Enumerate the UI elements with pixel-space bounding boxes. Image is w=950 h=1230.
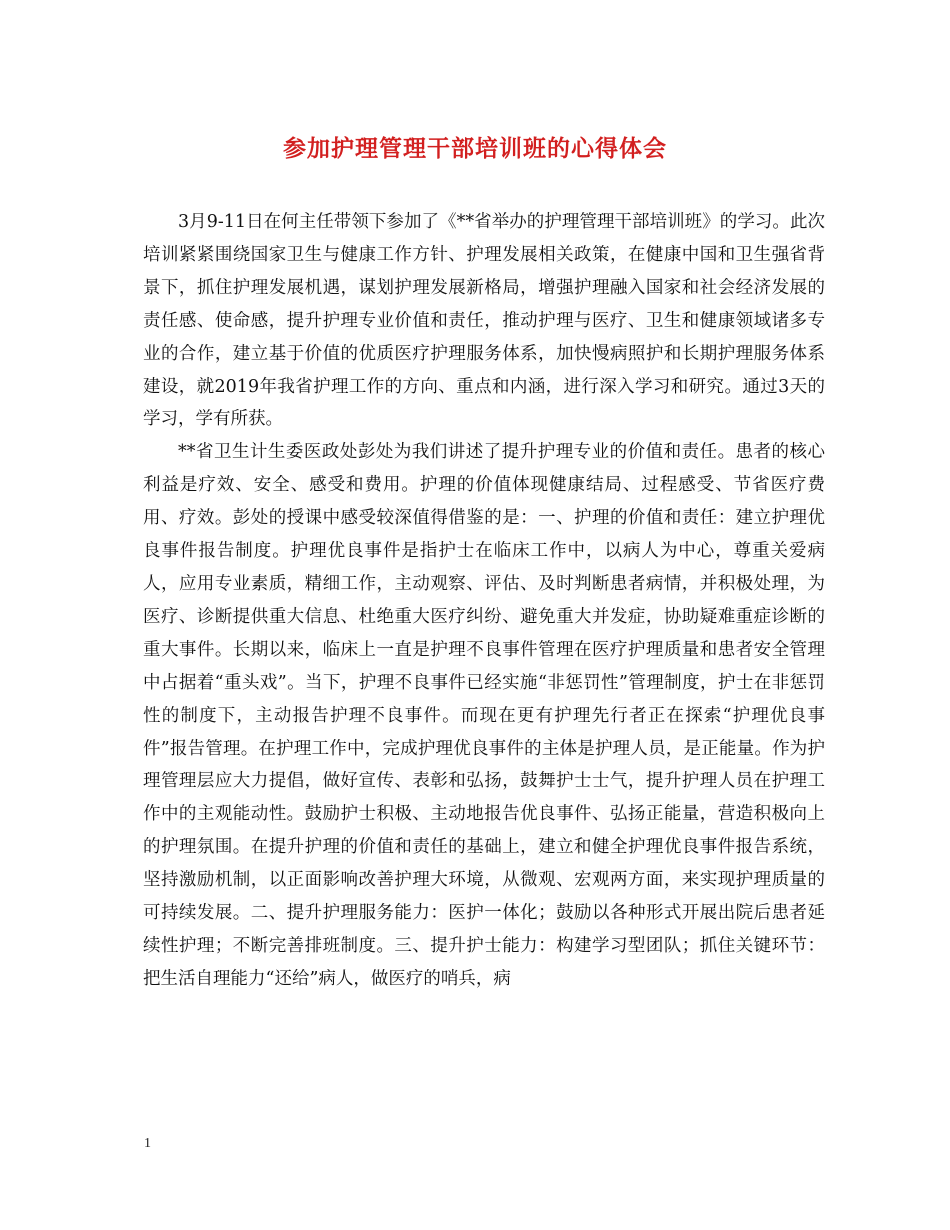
document-title: 参加护理管理干部培训班的心得体会 [283,135,667,162]
page-number: 1 [144,1136,151,1151]
paragraph-1: 3月9-11日在何主任带领下参加了《**省举办的护理管理干部培训班》的学习。此次培训紧紧围绕国家卫生与健康工作方针、护理发展相关政策，在健康中国和卫生强省背景下，抓住护理发展机遇，谋划护理发展新格局，增强护理融入国家和社会经济发展的责任感、使命感，提升护理专业价值和责任，推动护理与医疗、卫生和健康领域诸多专业的合作，建立基于价值的优质医疗护理服务体系，加快慢病照护和长期护理服务体系建设，就2019年我省护理工作的方向、重点和内涵，进行深入学习和研究。通过3天的学习，学有所获。 [143,212,825,430]
paragraph-2: **省卫生计生委医政处彭处为我们讲述了提升护理专业的价值和责任。患者的核心利益是疗效、安全、感受和费用。护理的价值体现健康结局、过程感受、节省医疗费用、疗效。彭处的授课中感受较深值得借鉴的是：一、护理的价值和责任：建立护理优良事件报告制度。护理优良事件是指护士在临床工作中，以病人为中心，尊重关爱病人，应用专业素质，精细工作，主动观察、评估、及时判断患者病情，并积极处理，为医疗、诊断提供重大信息、杜绝重大医疗纠纷、避免重大并发症，协助疑难重症诊断的重大事件。长期以来，临床上一直是护理不良事件管理在医疗护理质量和患者安全管理中占据着“重头戏”。当下，护理不良事件已经实施“非惩罚性”管理制度，护士在非惩罚性的制度下，主动报告护理不良事件。而现在更有护理先行者正在探索“护理优良事件”报告管理。在护理工作中，完成护理优良事件的主体是护理人员，是正能量。作为护理管理层应大力提倡，做好宣传、表彰和弘扬，鼓舞护士士气，提升护理人员在护理工作中的主观能动性。鼓励护士积极、主动地报告优良事件、弘扬正能量，营造积极向上的护理氛围。在提升护理的价值和责任的基础上，建立和健全护理优良事件报告系统，坚持激励机制，以正面影响改善护理大环境，从微观、宏观两方面，来实现护理质量的可持续发展。二、提升护理服务能力：医护一体化；鼓励以各种形式开展出院后患者延续性护理；不断完善排班制度。三、提升护士能力：构建学习型团队；抓住关键环节：把生活自理能力“还给”病人，做医疗的哨兵，病 [143,442,825,989]
document-body [143,206,825,996]
